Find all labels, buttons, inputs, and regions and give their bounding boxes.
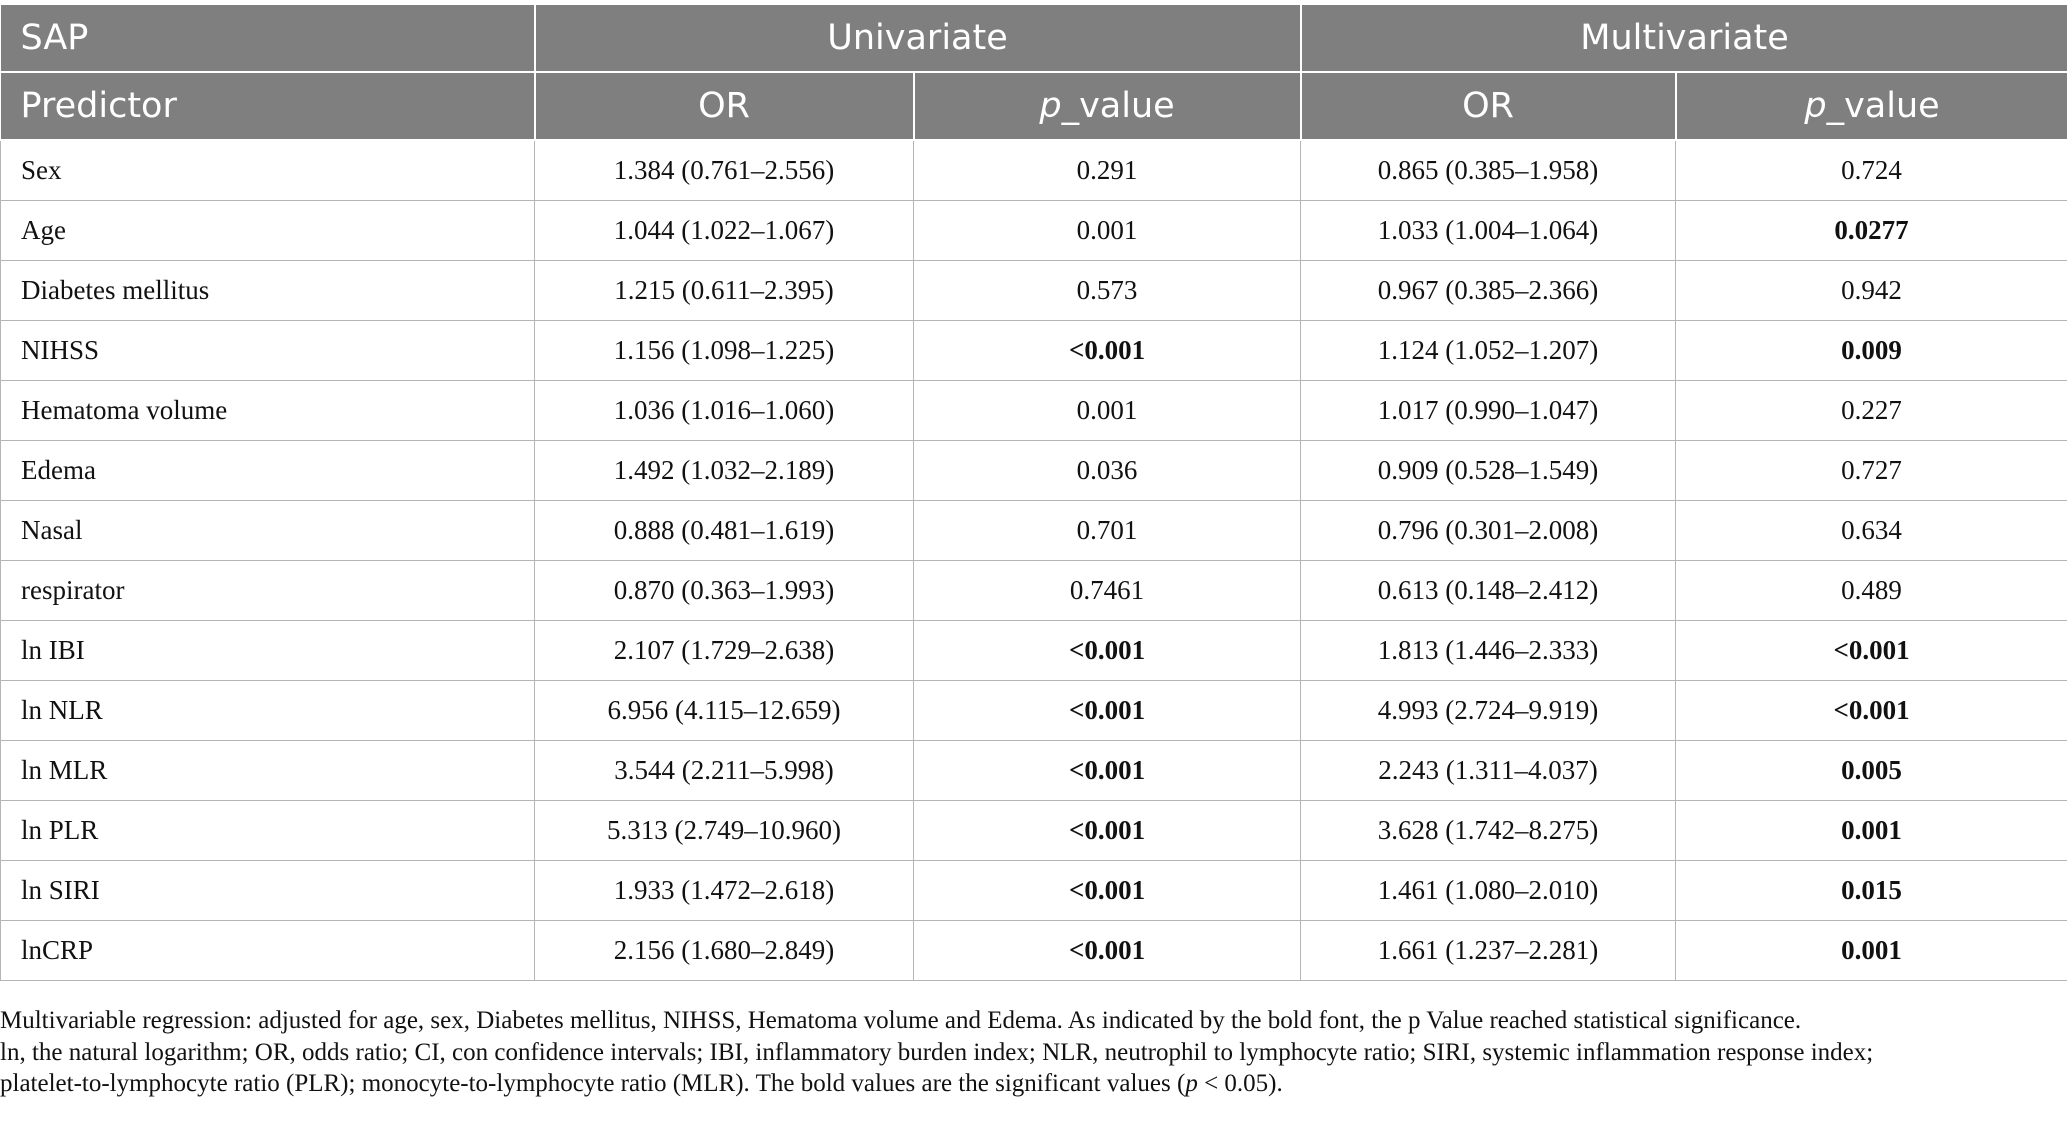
p-value-univariate-cell: 0.291: [914, 140, 1301, 201]
predictor-header: Predictor: [1, 72, 535, 140]
p-value-univariate-cell: 0.701: [914, 501, 1301, 561]
p-value-univariate-header: [914, 72, 1301, 140]
p-value-univariate-cell: 0.573: [914, 261, 1301, 321]
footnote-line-3: [0, 1068, 2060, 1100]
p-value-multivariate-cell: 0.005: [1676, 741, 2067, 801]
or-univariate-cell: 0.888 (0.481–1.619): [535, 501, 914, 561]
table-body: [1, 140, 2067, 981]
p-value-multivariate-cell: 0.0277: [1676, 201, 2067, 261]
or-univariate-cell: 1.492 (1.032–2.189): [535, 441, 914, 501]
or-univariate-cell: 0.870 (0.363–1.993): [535, 561, 914, 621]
or-univariate-cell: 1.044 (1.022–1.067): [535, 201, 914, 261]
multivariate-header: Multivariate: [1301, 5, 2067, 72]
p-value-multivariate-cell: 0.227: [1676, 381, 2067, 441]
p-value-univariate-cell: <0.001: [914, 741, 1301, 801]
or-multivariate-cell: 0.865 (0.385–1.958): [1301, 140, 1676, 201]
regression-table: [0, 5, 2067, 981]
p-value-multivariate-cell: 0.727: [1676, 441, 2067, 501]
p-value-univariate-cell: <0.001: [914, 801, 1301, 861]
predictor-cell: Diabetes mellitus: [1, 261, 535, 321]
or-multivariate-cell: 1.017 (0.990–1.047): [1301, 381, 1676, 441]
predictor-cell: Hematoma volume: [1, 381, 535, 441]
or-univariate-cell: 1.384 (0.761–2.556): [535, 140, 914, 201]
predictor-cell: Edema: [1, 441, 535, 501]
or-multivariate-cell: 0.796 (0.301–2.008): [1301, 501, 1676, 561]
p-value-multivariate-cell: 0.001: [1676, 801, 2067, 861]
p-value-multivariate-cell: 0.015: [1676, 861, 2067, 921]
predictor-cell: ln MLR: [1, 741, 535, 801]
p-value-univariate-cell: 0.7461: [914, 561, 1301, 621]
predictor-cell: respirator: [1, 561, 535, 621]
or-multivariate-cell: 1.033 (1.004–1.064): [1301, 201, 1676, 261]
predictor-cell: ln PLR: [1, 801, 535, 861]
table-row: [1, 741, 2067, 801]
table-row: [1, 621, 2067, 681]
p-value-univariate-cell: <0.001: [914, 621, 1301, 681]
or-univariate-cell: 1.156 (1.098–1.225): [535, 321, 914, 381]
p-italic: p: [1804, 86, 1827, 126]
or-multivariate-cell: 0.967 (0.385–2.366): [1301, 261, 1676, 321]
p-value-multivariate-cell: <0.001: [1676, 621, 2067, 681]
table-row: [1, 861, 2067, 921]
or-univariate-cell: 2.156 (1.680–2.849): [535, 921, 914, 981]
p-value-multivariate-cell: 0.009: [1676, 321, 2067, 381]
p-value-univariate-cell: 0.001: [914, 381, 1301, 441]
p-value-multivariate-cell: 0.001: [1676, 921, 2067, 981]
p-value-multivariate-cell: 0.634: [1676, 501, 2067, 561]
p-value-multivariate-cell: 0.489: [1676, 561, 2067, 621]
table-row: [1, 501, 2067, 561]
p-value-multivariate-cell: 0.724: [1676, 140, 2067, 201]
predictor-cell: ln SIRI: [1, 861, 535, 921]
table-row: [1, 201, 2067, 261]
predictor-cell: lnCRP: [1, 921, 535, 981]
or-univariate-cell: 1.036 (1.016–1.060): [535, 381, 914, 441]
table-row: [1, 261, 2067, 321]
or-univariate-cell: 6.956 (4.115–12.659): [535, 681, 914, 741]
footnote-line-3-end: < 0.05).: [1197, 1070, 1283, 1097]
table-row: [1, 441, 2067, 501]
table-row: [1, 381, 2067, 441]
predictor-cell: Nasal: [1, 501, 535, 561]
footnote-p-italic: p: [1185, 1070, 1198, 1097]
table-row: [1, 801, 2067, 861]
footnote-line-1: Multivariable regression: adjusted for age, sex, Diabetes mellitus, NIHSS, Hematoma volume and Edema. As indicated by the bold font, the p Value reached statistical significance.: [0, 1007, 1802, 1034]
table-row: [1, 921, 2067, 981]
or-univariate-cell: 1.215 (0.611–2.395): [535, 261, 914, 321]
or-multivariate-cell: 1.124 (1.052–1.207): [1301, 321, 1676, 381]
or-univariate-cell: 1.933 (1.472–2.618): [535, 861, 914, 921]
or-univariate-cell: 3.544 (2.211–5.998): [535, 741, 914, 801]
header-row-columns: [1, 72, 2067, 140]
univariate-header: Univariate: [535, 5, 1301, 72]
or-multivariate-cell: 1.661 (1.237–2.281): [1301, 921, 1676, 981]
or-multivariate-cell: 4.993 (2.724–9.919): [1301, 681, 1676, 741]
p-value-univariate-cell: <0.001: [914, 921, 1301, 981]
or-multivariate-cell: 1.461 (1.080–2.010): [1301, 861, 1676, 921]
p-value-univariate-cell: 0.001: [914, 201, 1301, 261]
predictor-cell: Age: [1, 201, 535, 261]
or-univariate-cell: 5.313 (2.749–10.960): [535, 801, 914, 861]
table-header: [1, 5, 2067, 140]
predictor-cell: ln IBI: [1, 621, 535, 681]
p-italic: p: [1039, 86, 1062, 126]
or-multivariate-cell: 2.243 (1.311–4.037): [1301, 741, 1676, 801]
table-row: [1, 140, 2067, 201]
p-suffix: _value: [1826, 86, 1940, 126]
table-row: [1, 561, 2067, 621]
p-suffix: _value: [1061, 86, 1175, 126]
p-value-univariate-cell: <0.001: [914, 681, 1301, 741]
footnote-line-3-start: platelet-to-lymphocyte ratio (PLR); monocyte-to-lymphocyte ratio (MLR). The bold values are the significant values (: [0, 1070, 1186, 1097]
predictor-cell: Sex: [1, 140, 535, 201]
p-value-multivariate-header: [1676, 72, 2067, 140]
table-row: [1, 681, 2067, 741]
footnote-line-2: ln, the natural logarithm; OR, odds ratio; CI, con confidence intervals; IBI, inflammatory burden index; NLR, neutrophil to lymphocyte ratio; SIRI, systemic inflammation response index;: [0, 1038, 1874, 1066]
header-row-groups: [1, 5, 2067, 72]
or-univariate-cell: 2.107 (1.729–2.638): [535, 621, 914, 681]
p-value-multivariate-cell: <0.001: [1676, 681, 2067, 741]
predictor-cell: ln NLR: [1, 681, 535, 741]
p-value-univariate-cell: <0.001: [914, 861, 1301, 921]
predictor-cell: NIHSS: [1, 321, 535, 381]
or-multivariate-cell: 1.813 (1.446–2.333): [1301, 621, 1676, 681]
p-value-univariate-cell: <0.001: [914, 321, 1301, 381]
p-value-multivariate-cell: 0.942: [1676, 261, 2067, 321]
table-footnote: [0, 1005, 2060, 1100]
or-univariate-header: OR: [535, 72, 914, 140]
or-multivariate-cell: 3.628 (1.742–8.275): [1301, 801, 1676, 861]
table-row: [1, 321, 2067, 381]
p-value-univariate-cell: 0.036: [914, 441, 1301, 501]
or-multivariate-header: OR: [1301, 72, 1676, 140]
group-label-cell: SAP: [1, 5, 535, 72]
or-multivariate-cell: 0.613 (0.148–2.412): [1301, 561, 1676, 621]
or-multivariate-cell: 0.909 (0.528–1.549): [1301, 441, 1676, 501]
